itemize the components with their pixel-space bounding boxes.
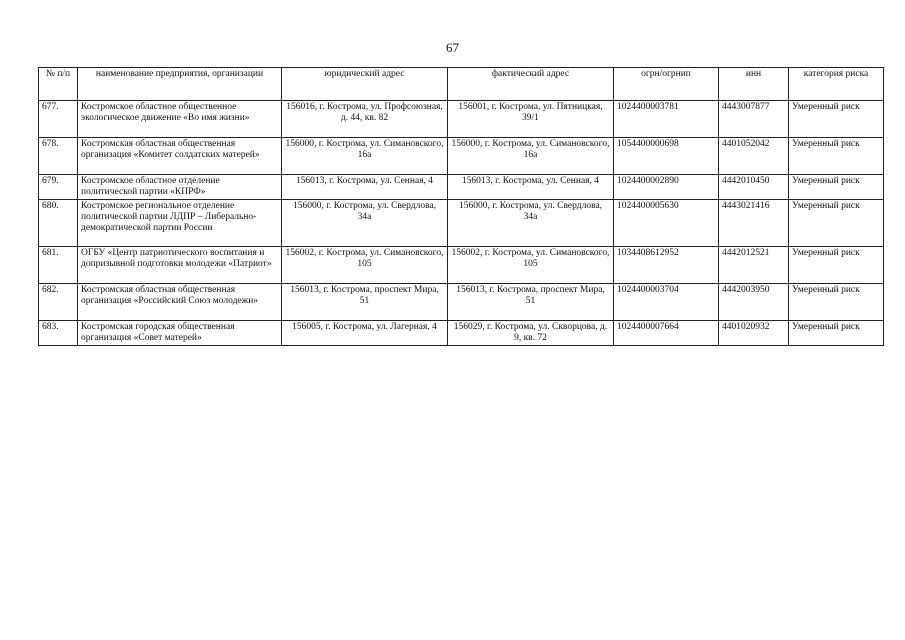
risk-category: Умеренный риск bbox=[789, 175, 884, 200]
risk-category: Умеренный риск bbox=[789, 284, 884, 321]
actual-address: 156001, г. Кострома, ул. Пятницкая, 39/1 bbox=[448, 101, 614, 138]
legal-address: 156000, г. Кострома, ул. Свердлова, 34а bbox=[282, 200, 448, 247]
page-number: 67 bbox=[446, 40, 459, 55]
row-number: 679. bbox=[39, 175, 78, 200]
header-risk: категория риска bbox=[789, 68, 884, 101]
row-number: 678. bbox=[39, 138, 78, 175]
ogrn-value: 1024400002890 bbox=[614, 175, 719, 200]
inn-value: 4401020932 bbox=[719, 321, 789, 346]
organization-name: Костромское региональное отделение политической партии ЛДПР – Либерально-демократической партии России bbox=[78, 200, 282, 247]
organization-name: Костромское областное общественное экологическое движение «Во имя жизни» bbox=[78, 101, 282, 138]
ogrn-value: 1024400007664 bbox=[614, 321, 719, 346]
legal-address: 156016, г. Кострома, ул. Профсоюзная, д. 44, кв. 82 bbox=[282, 101, 448, 138]
legal-address: 156000, г. Кострома, ул. Симановского, 16а bbox=[282, 138, 448, 175]
header-inn: инн bbox=[719, 68, 789, 101]
risk-category: Умеренный риск bbox=[789, 321, 884, 346]
row-number: 683. bbox=[39, 321, 78, 346]
table-row bbox=[39, 200, 884, 247]
organization-name: Костромское областное отделение политической партии «КПРФ» bbox=[78, 175, 282, 200]
risk-category: Умеренный риск bbox=[789, 138, 884, 175]
header-ogrn: огрн/огрнип bbox=[614, 68, 719, 101]
actual-address: 156002, г. Кострома, ул. Симановского, 105 bbox=[448, 247, 614, 284]
inn-value: 4443007877 bbox=[719, 101, 789, 138]
organization-name: Костромская областная общественная организация «Российский Союз молодежи» bbox=[78, 284, 282, 321]
legal-address: 156005, г. Кострома, ул. Лагерная, 4 bbox=[282, 321, 448, 346]
table-row bbox=[39, 247, 884, 284]
actual-address: 156000, г. Кострома, ул. Симановского, 16а bbox=[448, 138, 614, 175]
header-legal-address: юридический адрес bbox=[282, 68, 448, 101]
legal-address: 156013, г. Кострома, проспект Мира, 51 bbox=[282, 284, 448, 321]
organization-name: Костромская городская общественная организация «Совет матерей» bbox=[78, 321, 282, 346]
actual-address: 156000, г. Кострома, ул. Свердлова, 34а bbox=[448, 200, 614, 247]
table-row bbox=[39, 175, 884, 200]
table-row bbox=[39, 321, 884, 346]
risk-category: Умеренный риск bbox=[789, 247, 884, 284]
inn-value: 4443021416 bbox=[719, 200, 789, 247]
row-number: 680. bbox=[39, 200, 78, 247]
table-row bbox=[39, 284, 884, 321]
actual-address: 156013, г. Кострома, ул. Сенная, 4 bbox=[448, 175, 614, 200]
organization-name: ОГБУ «Центр патриотического воспитания и допризывной подготовки молодежи «Патриот» bbox=[78, 247, 282, 284]
risk-category: Умеренный риск bbox=[789, 101, 884, 138]
ogrn-value: 1024400003704 bbox=[614, 284, 719, 321]
actual-address: 156029, г. Кострома, ул. Скворцова, д. 9, кв. 72 bbox=[448, 321, 614, 346]
inn-value: 4442010450 bbox=[719, 175, 789, 200]
actual-address: 156013, г. Кострома, проспект Мира, 51 bbox=[448, 284, 614, 321]
header-num: № п/п bbox=[39, 68, 78, 101]
table-row bbox=[39, 101, 884, 138]
ogrn-value: 1054400000698 bbox=[614, 138, 719, 175]
ogrn-value: 1034408612952 bbox=[614, 247, 719, 284]
ogrn-value: 1024400005630 bbox=[614, 200, 719, 247]
row-number: 682. bbox=[39, 284, 78, 321]
table-row bbox=[39, 138, 884, 175]
table-header bbox=[39, 68, 884, 101]
row-number: 681. bbox=[39, 247, 78, 284]
organization-name: Костромская областная общественная организация «Комитет солдатских матерей» bbox=[78, 138, 282, 175]
organizations-table bbox=[38, 67, 884, 346]
inn-value: 4442012521 bbox=[719, 247, 789, 284]
header-name: наименование предприятия, организации bbox=[78, 68, 282, 101]
inn-value: 4442003950 bbox=[719, 284, 789, 321]
inn-value: 4401052042 bbox=[719, 138, 789, 175]
row-number: 677. bbox=[39, 101, 78, 138]
header-actual-address: фактический адрес bbox=[448, 68, 614, 101]
ogrn-value: 1024400003781 bbox=[614, 101, 719, 138]
risk-category: Умеренный риск bbox=[789, 200, 884, 247]
legal-address: 156013, г. Кострома, ул. Сенная, 4 bbox=[282, 175, 448, 200]
legal-address: 156002, г. Кострома, ул. Симановского, 105 bbox=[282, 247, 448, 284]
